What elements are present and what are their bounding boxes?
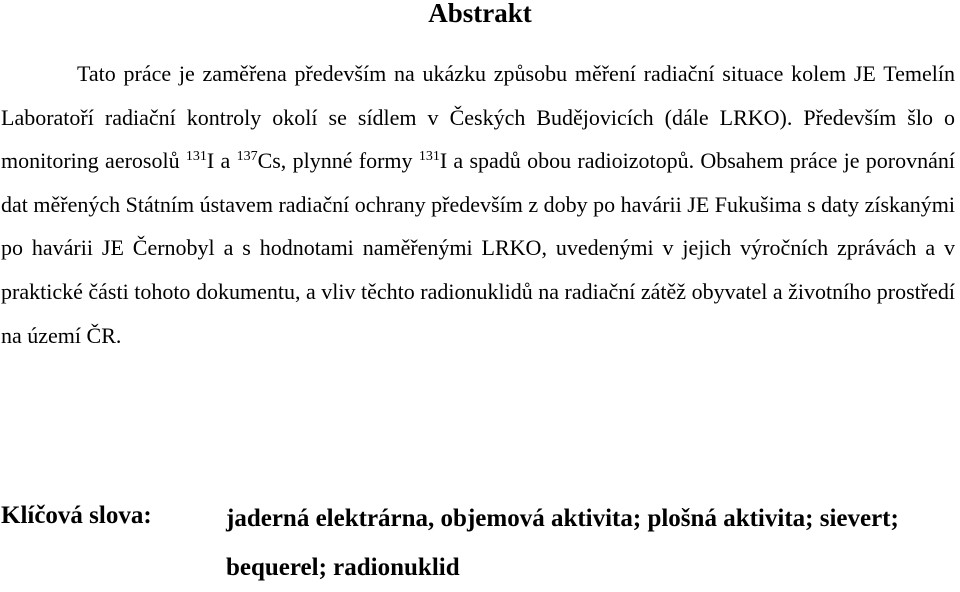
keywords-label: Klíčová slova:: [1, 502, 152, 529]
isotope-symbol-iodine: I a: [206, 148, 237, 174]
abstract-heading: Abstrakt: [428, 0, 532, 28]
isotope-symbol-iodine-gas: I: [439, 148, 448, 174]
isotope-mass-iodine: 131: [185, 149, 207, 165]
abstract-text-part-2: a spadů obou radioizotopů. Obsahem práce je porovnání dat měřených Státním ústavem radiační ochrany především z doby po havárii JE Fukušima s daty získanými po havárii JE Černobyl a s hodnotami naměřenými LRKO, uvedenými v jejich výročních zprávách a v praktické části tohoto dokumentu, a vliv těchto radionuklidů na radiační zátěž obyvatel a životního prostředí na území ČR.: [1, 148, 956, 348]
abstract-text-part-1: Tato práce je zaměřena především na ukázku způsobu měření radiační situace kolem JE Temelín Laboratoří radiační kontroly okolí se sídlem v Českých Budějovicích (dále LRKO). Především šlo o monitoring aerosolů: [1, 61, 955, 174]
isotope-symbol-cesium: Cs, plynné formy: [257, 148, 419, 174]
isotope-mass-iodine-gas: 131: [418, 149, 440, 165]
abstract-paragraph: [1, 52, 955, 357]
keywords-list: jaderná elektrárna, objemová aktivita; plošná aktivita; sievert; bequerel; radionuklid: [226, 505, 899, 581]
isotope-mass-cesium: 137: [236, 149, 258, 165]
